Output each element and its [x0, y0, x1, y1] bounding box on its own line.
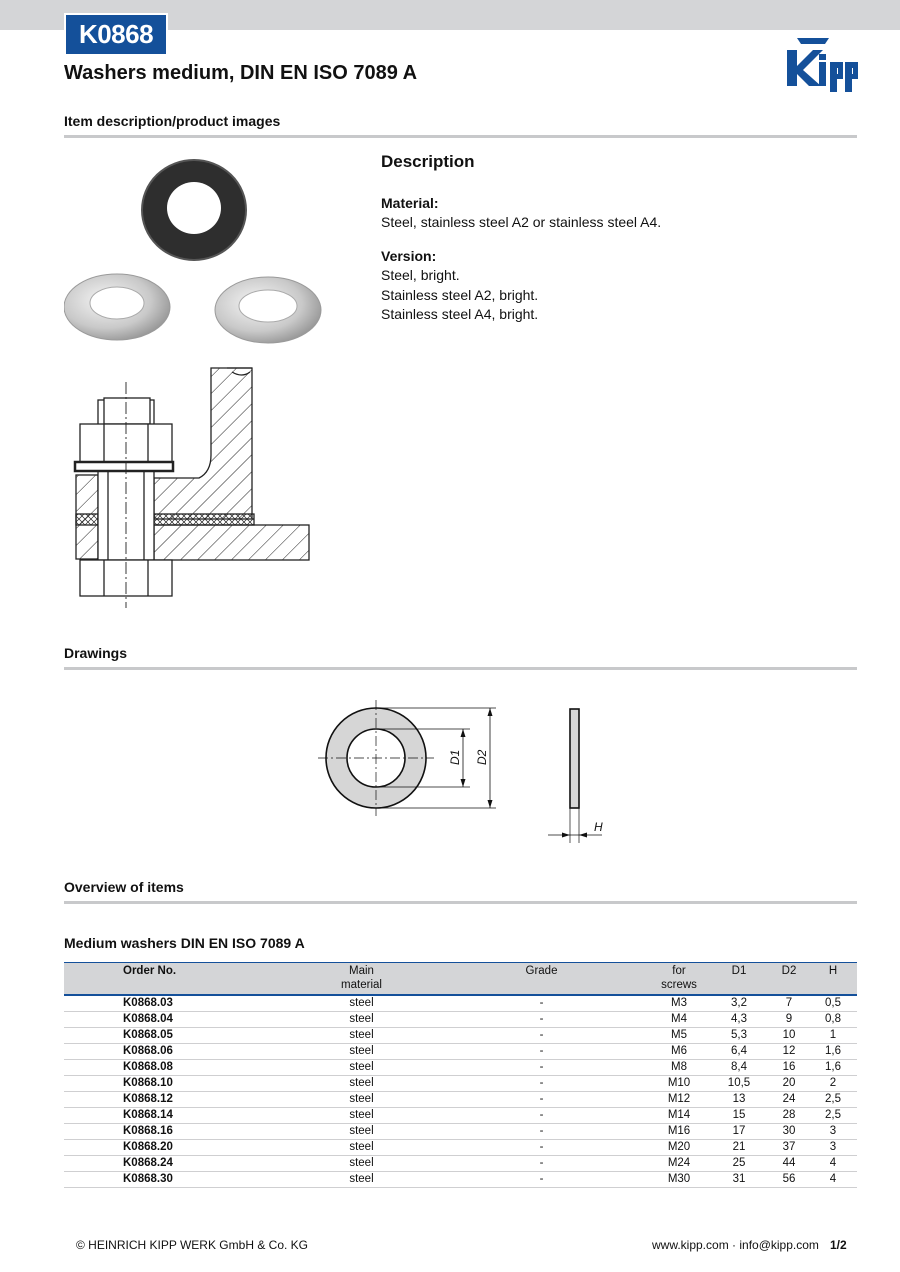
cell-grade: -: [434, 1124, 649, 1140]
assembly-section-drawing: [75, 368, 309, 608]
cell-grade: -: [434, 995, 649, 1012]
cell-d2: 30: [769, 1124, 809, 1140]
version-label: Version:: [381, 247, 437, 264]
cell-material: steel: [289, 1028, 434, 1044]
cell-screw: M30: [649, 1172, 709, 1188]
cell-order-no: K0868.08: [64, 1060, 289, 1076]
page-title: Washers medium, DIN EN ISO 7089 A: [64, 62, 418, 84]
table-row[interactable]: [64, 1124, 857, 1140]
header-h: H: [809, 963, 857, 996]
cell-grade: -: [434, 1060, 649, 1076]
cell-grade: -: [434, 1172, 649, 1188]
cell-order-no: K0868.10: [64, 1076, 289, 1092]
cell-order-no: K0868.24: [64, 1156, 289, 1172]
dimension-label-h: H: [594, 820, 603, 834]
cell-order-no: K0868.16: [64, 1124, 289, 1140]
cell-d1: 17: [709, 1124, 769, 1140]
dimension-label-d1: D1: [448, 749, 462, 765]
cell-h: 0,8: [809, 1012, 857, 1028]
cell-material: steel: [289, 1044, 434, 1060]
material-text: Steel, stainless steel A2 or stainless steel A4.: [381, 214, 662, 230]
cell-screw: M24: [649, 1156, 709, 1172]
cell-screw: M20: [649, 1140, 709, 1156]
version-block: [381, 247, 661, 325]
cell-screw: M12: [649, 1092, 709, 1108]
product-images: [64, 150, 324, 620]
cell-h: 4: [809, 1172, 857, 1188]
section-images-title: Item description/product images: [64, 113, 281, 129]
cell-d1: 25: [709, 1156, 769, 1172]
technical-drawing: [300, 695, 620, 850]
cell-grade: -: [434, 1156, 649, 1172]
cell-screw: M16: [649, 1124, 709, 1140]
section-overview: [64, 879, 857, 895]
cell-h: 3: [809, 1140, 857, 1156]
cell-d2: 28: [769, 1108, 809, 1124]
items-table: [64, 962, 857, 1188]
section-divider: [64, 135, 857, 138]
cell-h: 1,6: [809, 1060, 857, 1076]
cell-order-no: K0868.30: [64, 1172, 289, 1188]
version-line: Stainless steel A2, bright.: [381, 286, 539, 303]
cell-material: steel: [289, 1108, 434, 1124]
cell-d1: 31: [709, 1172, 769, 1188]
table-row[interactable]: [64, 995, 857, 1012]
footer-contact-link[interactable]: www.kipp.com · info@kipp.com: [652, 1238, 819, 1252]
cell-d2: 37: [769, 1140, 809, 1156]
cell-d1: 5,3: [709, 1028, 769, 1044]
cell-screw: M10: [649, 1076, 709, 1092]
header-d1: D1: [709, 963, 769, 996]
cell-d2: 56: [769, 1172, 809, 1188]
section-images: [64, 113, 857, 129]
cell-h: 2,5: [809, 1108, 857, 1124]
table-row[interactable]: [64, 1156, 857, 1172]
cell-order-no: K0868.14: [64, 1108, 289, 1124]
table-title: Medium washers DIN EN ISO 7089 A: [64, 935, 305, 951]
section-divider: [64, 667, 857, 670]
table-row[interactable]: [64, 1060, 857, 1076]
cell-grade: -: [434, 1012, 649, 1028]
cell-material: steel: [289, 1140, 434, 1156]
cell-grade: -: [434, 1140, 649, 1156]
cell-d2: 44: [769, 1156, 809, 1172]
cell-material: steel: [289, 1156, 434, 1172]
table-row[interactable]: [64, 1172, 857, 1188]
table-row[interactable]: [64, 1028, 857, 1044]
cell-grade: -: [434, 1092, 649, 1108]
section-drawings: [64, 645, 857, 661]
cell-material: steel: [289, 1124, 434, 1140]
cell-h: 3: [809, 1124, 857, 1140]
description-heading: Description: [381, 152, 475, 171]
cell-h: 2: [809, 1076, 857, 1092]
cell-order-no: K0868.04: [64, 1012, 289, 1028]
section-drawings-title: Drawings: [64, 645, 128, 661]
cell-d1: 10,5: [709, 1076, 769, 1092]
kipp-logo-icon: [783, 36, 859, 94]
cell-material: steel: [289, 1092, 434, 1108]
cell-d2: 10: [769, 1028, 809, 1044]
cell-d1: 13: [709, 1092, 769, 1108]
cell-screw: M3: [649, 995, 709, 1012]
cell-h: 1,6: [809, 1044, 857, 1060]
header-screws: for screws: [649, 963, 709, 996]
material-block: [381, 194, 661, 233]
table-row[interactable]: [64, 1076, 857, 1092]
cell-d1: 21: [709, 1140, 769, 1156]
description-block: [381, 152, 661, 339]
cell-order-no: K0868.20: [64, 1140, 289, 1156]
washer-silver-photo-right: [215, 277, 321, 343]
section-divider: [64, 901, 857, 904]
cell-d2: 12: [769, 1044, 809, 1060]
product-code-badge: K0868: [64, 13, 168, 56]
material-label: Material:: [381, 194, 439, 211]
header-grade: Grade: [434, 963, 649, 996]
cell-d1: 3,2: [709, 995, 769, 1012]
table-row[interactable]: [64, 1092, 857, 1108]
cell-d1: 4,3: [709, 1012, 769, 1028]
footer-copyright: © HEINRICH KIPP WERK GmbH & Co. KG: [76, 1238, 308, 1252]
cell-grade: -: [434, 1044, 649, 1060]
section-overview-title: Overview of items: [64, 879, 184, 895]
header-material: Main material: [289, 963, 434, 996]
cell-grade: -: [434, 1108, 649, 1124]
cell-screw: M4: [649, 1012, 709, 1028]
cell-material: steel: [289, 1060, 434, 1076]
cell-h: 0,5: [809, 995, 857, 1012]
cell-d1: 6,4: [709, 1044, 769, 1060]
cell-h: 4: [809, 1156, 857, 1172]
dimension-label-d2: D2: [475, 749, 489, 765]
cell-d2: 7: [769, 995, 809, 1012]
cell-screw: M5: [649, 1028, 709, 1044]
table-row[interactable]: [64, 1012, 857, 1028]
version-line: Stainless steel A4, bright.: [381, 306, 539, 322]
cell-d2: 16: [769, 1060, 809, 1076]
cell-d2: 9: [769, 1012, 809, 1028]
version-line: Steel, bright.: [381, 267, 460, 283]
cell-screw: M8: [649, 1060, 709, 1076]
cell-d2: 20: [769, 1076, 809, 1092]
table-row[interactable]: [64, 1108, 857, 1124]
cell-d2: 24: [769, 1092, 809, 1108]
washer-silver-photo-left: [64, 274, 170, 340]
table-row[interactable]: [64, 1044, 857, 1060]
cell-screw: M14: [649, 1108, 709, 1124]
cell-screw: M6: [649, 1044, 709, 1060]
header-order-no: Order No.: [64, 963, 289, 996]
cell-order-no: K0868.03: [64, 995, 289, 1012]
cell-h: 1: [809, 1028, 857, 1044]
table-row[interactable]: [64, 1140, 857, 1156]
cell-material: steel: [289, 1012, 434, 1028]
cell-order-no: K0868.05: [64, 1028, 289, 1044]
washer-dark-photo: [142, 160, 246, 260]
cell-material: steel: [289, 995, 434, 1012]
cell-h: 2,5: [809, 1092, 857, 1108]
cell-order-no: K0868.12: [64, 1092, 289, 1108]
cell-d1: 8,4: [709, 1060, 769, 1076]
cell-grade: -: [434, 1076, 649, 1092]
cell-d1: 15: [709, 1108, 769, 1124]
page-number: 1/2: [830, 1238, 847, 1252]
cell-material: steel: [289, 1076, 434, 1092]
cell-material: steel: [289, 1172, 434, 1188]
cell-grade: -: [434, 1028, 649, 1044]
table-header-row: [64, 963, 857, 996]
header-d2: D2: [769, 963, 809, 996]
cell-order-no: K0868.06: [64, 1044, 289, 1060]
